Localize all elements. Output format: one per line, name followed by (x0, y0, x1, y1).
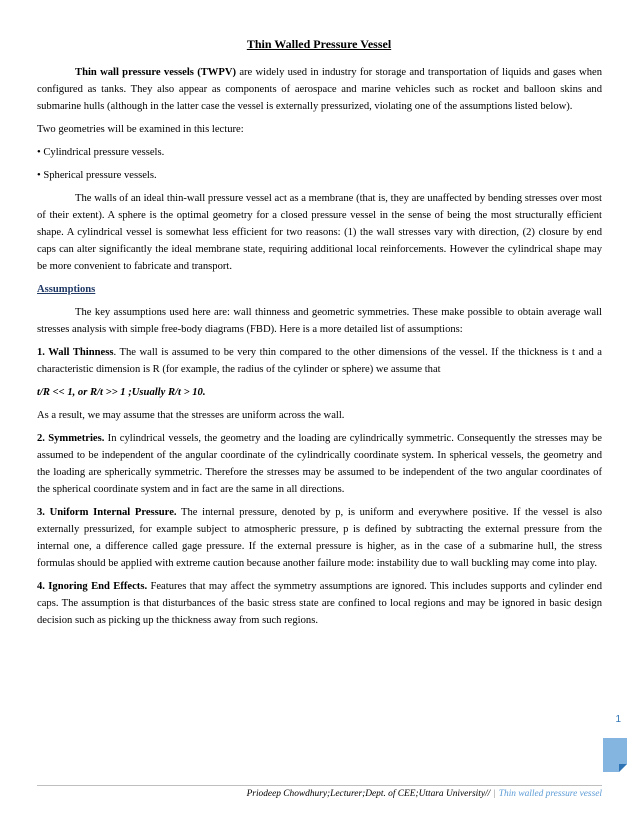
assumption-1-text: . The wall is assumed to be very thin compared to the other dimensions of the vessel. If the thickness is t and a characteristic dimension is R (for example, the radius of the cylinder or sphere) we assume that (37, 347, 602, 375)
assumption-3-title: 3. Uniform Internal Pressure. (37, 507, 177, 518)
assumption-symmetries (37, 430, 602, 498)
assumptions-heading: Assumptions (37, 284, 96, 295)
page-corner-icon (603, 738, 627, 772)
thinness-formula: t/R << 1, or R/t >> 1 ;Usually R/t > 10. (37, 387, 206, 398)
geometry-cylindrical: • Cylindrical pressure vessels. (37, 147, 165, 158)
membrane-paragraph: The walls of an ideal thin-wall pressure vessel act as a membrane (that is, they are unaffected by bending stresses over most of their extent). A sphere is the optimal geometry for a closed pressure vessel in the sense of being the most structurally efficient shape. A cylindrical vessel is somewhat less efficient for two reasons: (1) the wall stresses vary with direction, (2) closure by end caps can alter significantly the ideal membrane state, requiring additional local reinforcements. However the cylindrical shape may be more convenient to fabricate and transport. (37, 193, 602, 272)
footer-document-title: Thin walled pressure vessel (498, 789, 602, 799)
footer-separator: | (493, 789, 496, 799)
assumption-uniform-pressure (37, 504, 602, 572)
uniform-stress-note: As a result, we may assume that the stresses are uniform across the wall. (37, 410, 345, 421)
assumptions-heading-row (37, 281, 602, 298)
twpv-term: Thin wall pressure vessels (TWPV) (75, 67, 237, 78)
geometry-spherical: • Spherical pressure vessels. (37, 170, 157, 181)
geometries-intro: Two geometries will be examined in this lecture: (37, 124, 244, 135)
assumption-1-title: 1. Wall Thinness (37, 347, 114, 358)
page-footer (0, 789, 602, 799)
assumptions-intro: The key assumptions used here are: wall thinness and geometric symmetries. These make possible to obtain average wall stresses analysis with simple free-body diagrams (FBD). Here is a more detailed list of assumptions: (37, 307, 602, 335)
intro-paragraph (37, 64, 602, 115)
document-title: Thin Walled Pressure Vessel (246, 37, 392, 51)
assumption-2-title: 2. Symmetries. (37, 433, 105, 444)
assumption-wall-thinness (37, 344, 602, 378)
page-number: 1 (615, 714, 621, 725)
assumption-4-title: 4. Ignoring End Effects. (37, 581, 148, 592)
assumption-3-text: The internal pressure, denoted by p, is uniform and everywhere positive. If the vessel is also externally pressurized, for example subject to atmospheric pressure, p is defined by subtracting the external pressure from the internal one, a difference called gage pressure. If the external pressure is higher, as in the case of a submarine hull, the stress formulas should be applied with extreme caution because another failure mode: instability due to wall buckling may come into play. (37, 507, 602, 569)
footer-divider (37, 785, 602, 786)
intro-text: are widely used in industry for storage and transportation of liquids and gases when configured as tanks. They also appear as components of aerospace and marine vehicles such as rocket and balloon skins and submarine hulls (although in the latter case the vessel is externally pressurized, violating one of the assumptions listed below). (37, 67, 602, 112)
assumption-end-effects (37, 578, 602, 629)
footer-author: Priodeep Chowdhury;Lecturer;Dept. of CEE;Uttara University// (246, 789, 491, 799)
assumption-4-text: Features that may affect the symmetry assumptions are ignored. This includes supports and cylinder end caps. The assumption is that disturbances of the basic stress state are confined to local regions and may be ignored in basic design decision such as picking up the thickness away from such regions. (37, 581, 602, 626)
assumption-2-text: In cylindrical vessels, the geometry and the loading are cylindrically symmetric. Consequently the stresses may be assumed to be independent of the angular coordinate of the cylindrically coordinate system. In spherical vessels, the geometry and the loading are spherically symmetric. Therefore the stresses may be assumed to be independent of the two angular coordinates of the spherical coordinate system and in fact are the same in all directions. (37, 433, 603, 495)
document-body (37, 64, 602, 635)
